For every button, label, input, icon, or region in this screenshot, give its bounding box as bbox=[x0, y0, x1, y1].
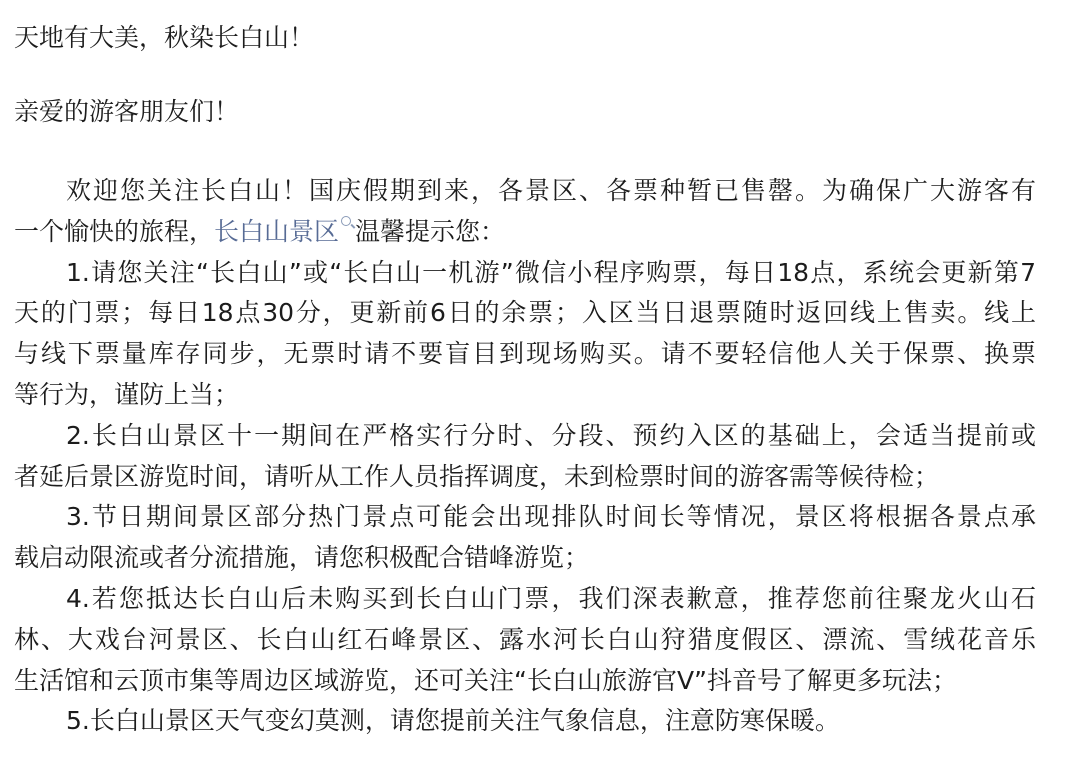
greeting: 亲爱的游客朋友们！ bbox=[14, 97, 240, 126]
search-icon[interactable] bbox=[341, 216, 351, 226]
intro-line bbox=[14, 212, 1036, 253]
tip-1-line: 与线下票量库存同步，无票时请不要盲目到现场购买。请不要轻信他人关于保票、换票 bbox=[14, 339, 1036, 369]
tip-4-line: 生活馆和云顶市集等周边区域游览，还可关注“长白山旅游官V”抖音号了解更多玩法； bbox=[14, 665, 958, 695]
intro-text: 一个愉快的旅程， bbox=[14, 216, 215, 246]
scenic-area-link[interactable]: 长白山景区 bbox=[214, 216, 340, 246]
intro-line: 欢迎您关注长白山！国庆假期到来，各景区、各票种暂已售罄。为确保广大游客有 bbox=[66, 176, 1036, 205]
tip-1-line: 天的门票；每日18点30分，更新前6日的余票；入区当日退票随时返回线上售卖。线上 bbox=[14, 298, 1036, 328]
tip-2-line: 2.长白山景区十一期间在严格实行分时、分段、预约入区的基础上，会适当提前或 bbox=[66, 420, 1036, 450]
tip-3-line: 3.节日期间景区部分热门景点可能会出现排队时间长等情况，景区将根据各景点承 bbox=[66, 502, 1036, 532]
tip-4-line: 4.若您抵达长白山后未购买到长白山门票，我们深表歉意，推荐您前往聚龙火山石 bbox=[66, 583, 1036, 613]
article-body bbox=[14, 171, 1036, 742]
tip-1-line: 等行为，谨防上当； bbox=[14, 379, 240, 409]
tips-list bbox=[14, 253, 1036, 743]
tip-4-line: 林、大戏台河景区、长白山红石峰景区、露水河长白山狩猎度假区、漂流、雪绒花音乐 bbox=[14, 624, 1036, 654]
tip-1-line: 1.请您关注“长白山”或“长白山一机游”微信小程序购票，每日18点，系统会更新第7 bbox=[66, 257, 1036, 287]
article-title: 天地有大美，秋染长白山！ bbox=[14, 23, 315, 52]
tip-2-line: 者延后景区游览时间，请听从工作人员指挥调度，未到检票时间的游客需等候待检； bbox=[14, 461, 940, 491]
tip-3-line: 载启动限流或者分流措施，请您积极配合错峰游览； bbox=[14, 543, 590, 573]
tip-5-line: 5.长白山景区天气变幻莫测，请您提前关注气象信息，注意防寒保暖。 bbox=[66, 706, 840, 736]
intro-text: 温馨提示您： bbox=[355, 216, 506, 246]
